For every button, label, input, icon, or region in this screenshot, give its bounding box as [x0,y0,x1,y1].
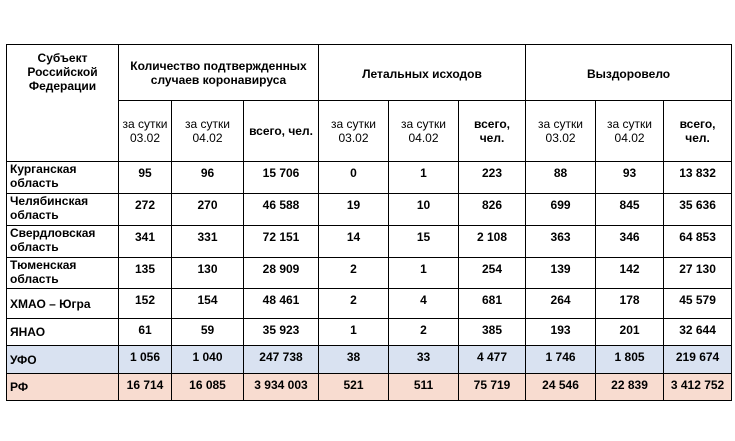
cell-value: 15 [389,226,459,258]
cell-value: 511 [389,374,459,401]
recovered-total-header: всего, чел. [664,101,732,162]
table-row [7,258,732,289]
cell-value: 15 706 [244,162,319,194]
cell-value: 139 [526,258,596,289]
cell-value: 95 [119,162,172,194]
cell-value: 193 [526,319,596,346]
region-name: РФ [7,374,119,401]
cell-value: 1 [389,258,459,289]
cell-value: 35 923 [244,319,319,346]
cell-value: 14 [319,226,389,258]
cases-total-header: всего, чел. [244,101,319,162]
cell-value: 270 [172,194,244,226]
recovered-day2-header: за сутки 04.02 [596,101,664,162]
cell-value: 2 [319,258,389,289]
deaths-day1-header: за сутки 03.02 [319,101,389,162]
cases-day2-header: за сутки 04.02 [172,101,244,162]
cell-value: 96 [172,162,244,194]
recovered-group-header: Выздоровело [526,45,732,101]
cell-value: 16 085 [172,374,244,401]
deaths-group-header: Летальных исходов [319,45,526,101]
recovered-day1-header: за сутки 03.02 [526,101,596,162]
cell-value: 33 [389,346,459,374]
cell-value: 22 839 [596,374,664,401]
cell-value: 223 [459,162,526,194]
region-name: УФО [7,346,119,374]
cell-value: 346 [596,226,664,258]
cell-value: 24 546 [526,374,596,401]
cell-value: 46 588 [244,194,319,226]
cell-value: 142 [596,258,664,289]
cell-value: 1 805 [596,346,664,374]
table-row-ufo-total [7,346,732,374]
region-name: Тюменская область [7,258,119,289]
cell-value: 4 477 [459,346,526,374]
cell-value: 72 151 [244,226,319,258]
cell-value: 64 853 [664,226,732,258]
cases-day1-header: за сутки 03.02 [119,101,172,162]
cell-value: 201 [596,319,664,346]
deaths-day2-header: за сутки 04.02 [389,101,459,162]
table-row [7,319,732,346]
cell-value: 4 [389,289,459,319]
cell-value: 38 [319,346,389,374]
cell-value: 341 [119,226,172,258]
covid-statistics-table [6,44,732,401]
header-row-groups [7,45,732,101]
cases-group-header: Количество подтвержденных случаев коронавируса [119,45,319,101]
cell-value: 1 056 [119,346,172,374]
deaths-total-header: всего, чел. [459,101,526,162]
table-row [7,289,732,319]
cell-value: 1 [319,319,389,346]
region-name: ЯНАО [7,319,119,346]
cell-value: 10 [389,194,459,226]
cell-value: 48 461 [244,289,319,319]
cell-value: 331 [172,226,244,258]
cell-value: 13 832 [664,162,732,194]
cell-value: 93 [596,162,664,194]
cell-value: 154 [172,289,244,319]
cell-value: 699 [526,194,596,226]
cell-value: 2 108 [459,226,526,258]
cell-value: 1 746 [526,346,596,374]
cell-value: 681 [459,289,526,319]
cell-value: 826 [459,194,526,226]
cell-value: 254 [459,258,526,289]
cell-value: 219 674 [664,346,732,374]
cell-value: 845 [596,194,664,226]
cell-value: 2 [389,319,459,346]
cell-value: 3 934 003 [244,374,319,401]
table-row-rf-total [7,374,732,401]
table-row [7,194,732,226]
cell-value: 3 412 752 [664,374,732,401]
cell-value: 521 [319,374,389,401]
table-row [7,162,732,194]
cell-value: 28 909 [244,258,319,289]
cell-value: 19 [319,194,389,226]
cell-value: 272 [119,194,172,226]
region-name: Челябинская область [7,194,119,226]
subject-header: Субъект Российской Федерации [7,45,119,162]
cell-value: 178 [596,289,664,319]
cell-value: 45 579 [664,289,732,319]
region-name: Курганская область [7,162,119,194]
cell-value: 385 [459,319,526,346]
region-name: ХМАО – Югра [7,289,119,319]
cell-value: 247 738 [244,346,319,374]
cell-value: 32 644 [664,319,732,346]
cell-value: 27 130 [664,258,732,289]
cell-value: 61 [119,319,172,346]
region-name: Свердловская область [7,226,119,258]
cell-value: 152 [119,289,172,319]
cell-value: 363 [526,226,596,258]
cell-value: 130 [172,258,244,289]
table-row [7,226,732,258]
cell-value: 135 [119,258,172,289]
cell-value: 59 [172,319,244,346]
cell-value: 16 714 [119,374,172,401]
cell-value: 88 [526,162,596,194]
cell-value: 1 [389,162,459,194]
cell-value: 264 [526,289,596,319]
cell-value: 1 040 [172,346,244,374]
cell-value: 75 719 [459,374,526,401]
cell-value: 35 636 [664,194,732,226]
cell-value: 2 [319,289,389,319]
cell-value: 0 [319,162,389,194]
